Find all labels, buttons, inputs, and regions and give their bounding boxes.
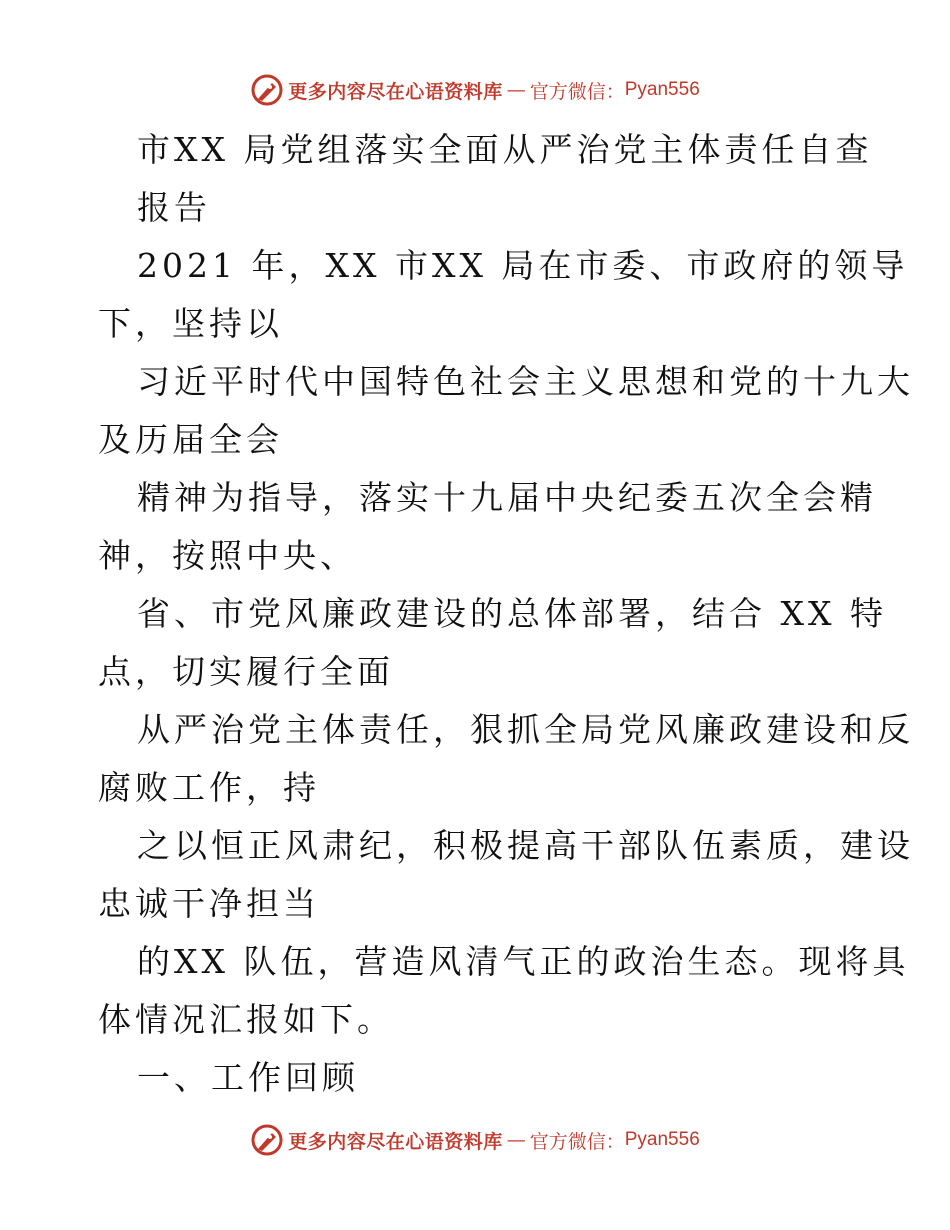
- watermark-separator: —: [506, 79, 526, 101]
- paragraph-line: 从严治党主体责任，狠抓全局党风廉政建设和反: [137, 710, 914, 749]
- paragraph-line: 腐败工作，持: [98, 768, 320, 807]
- paragraph-line: 精神为指导，落实十九届中央纪委五次全会精: [137, 478, 877, 517]
- document-title-line-1: 市XX 局党组落实全面从严治党主体责任自查: [137, 130, 873, 169]
- watermark-wechat-id: Pyan556: [624, 1129, 700, 1150]
- paragraph-line: 忠诚干净担当: [98, 884, 320, 923]
- pen-nib-logo-icon: [250, 1123, 284, 1157]
- watermark-wechat-label: 官方微信：: [529, 1130, 625, 1153]
- watermark-brand: 更多内容尽在心语资料库: [288, 80, 503, 103]
- watermark-wechat-label: 官方微信：: [529, 80, 625, 103]
- paragraph-line: 点，切实履行全面: [98, 652, 394, 691]
- document-title-line-2: 报告: [137, 188, 211, 227]
- paragraph-line: 的XX 队伍，营造风清气正的政治生态。现将具: [137, 942, 910, 981]
- pen-nib-logo-icon: [250, 73, 284, 107]
- paragraph-line: 之以恒正风肃纪，积极提高干部队伍素质，建设: [137, 826, 914, 865]
- watermark-wechat-id: Pyan556: [624, 79, 700, 100]
- paragraph-line: 体情况汇报如下。: [98, 1000, 394, 1039]
- paragraph-line: 习近平时代中国特色社会主义思想和党的十九大: [137, 362, 914, 401]
- watermark-brand: 更多内容尽在心语资料库: [288, 1130, 503, 1153]
- section-heading: 一、工作回顾: [137, 1058, 359, 1097]
- watermark-footer: [0, 1120, 950, 1160]
- watermark-separator: —: [506, 1129, 526, 1151]
- watermark-header: [0, 70, 950, 110]
- paragraph-line: 2021 年，XX 市XX 局在市委、市政府的领导: [137, 246, 909, 285]
- paragraph-line: 下，坚持以: [98, 304, 283, 343]
- paragraph-line: 省、市党风廉政建设的总体部署，结合 XX 特: [137, 594, 887, 633]
- paragraph-line: 及历届全会: [98, 420, 283, 459]
- paragraph-line: 神，按照中央、: [98, 536, 357, 575]
